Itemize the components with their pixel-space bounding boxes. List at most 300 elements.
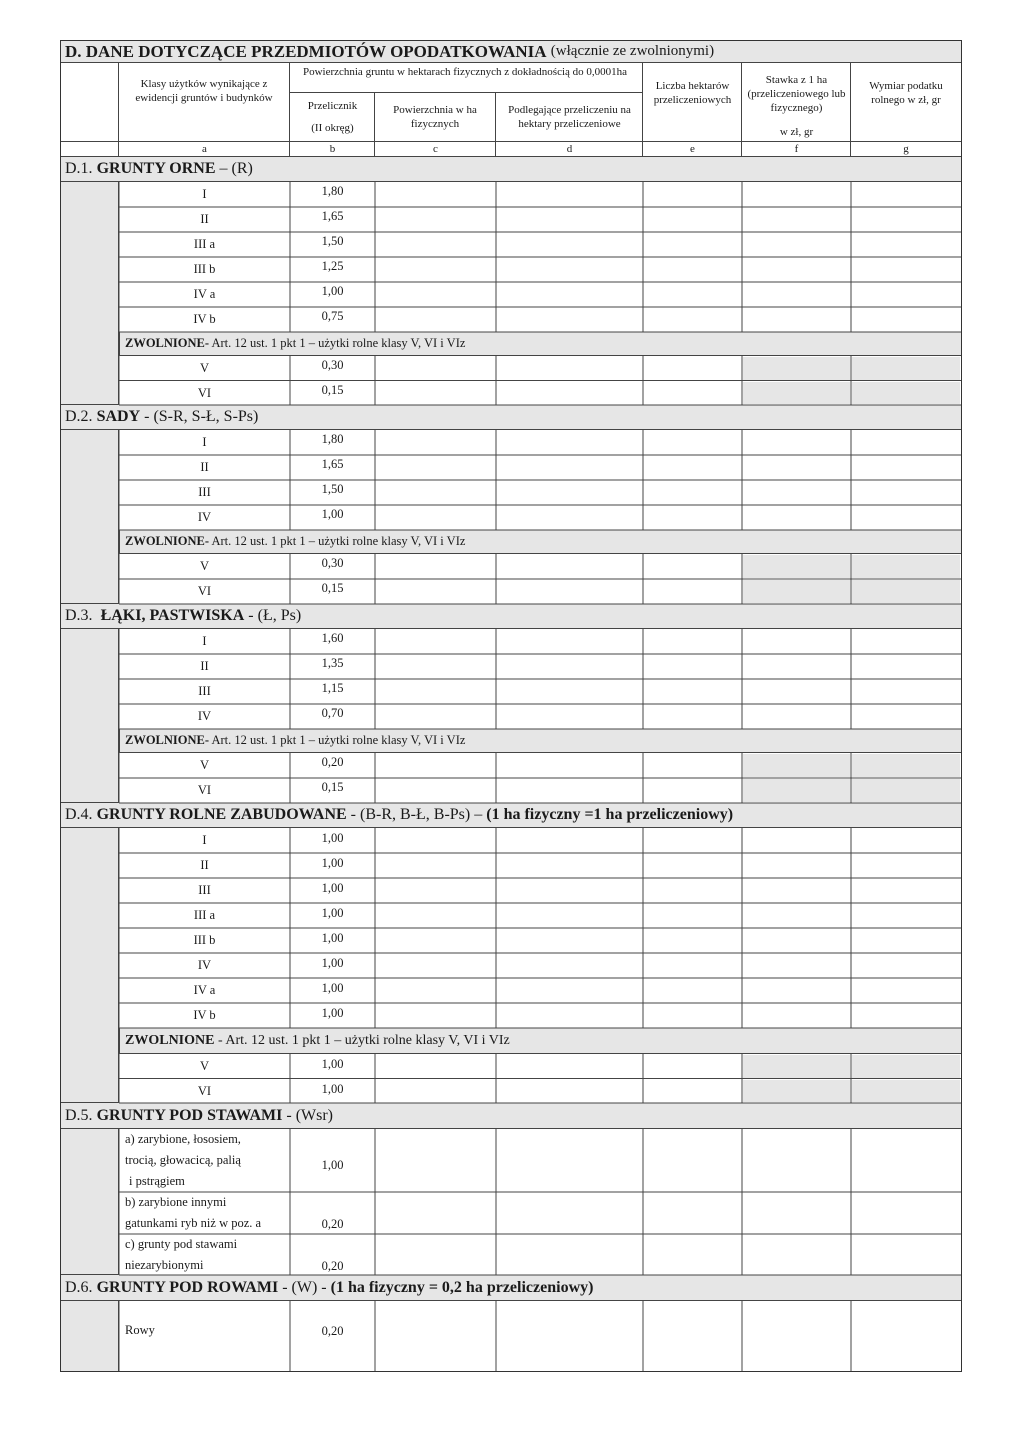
entry-cell-d[interactable]	[497, 1193, 642, 1233]
entry-cell-c[interactable]	[376, 1080, 495, 1103]
d6-row-label: Rowy	[125, 1323, 155, 1337]
d5-row-c-factor: 0,20	[321, 1259, 344, 1273]
section-d4-header	[61, 803, 961, 828]
header-col-b	[290, 93, 375, 142]
d1-row-label: IV a	[193, 287, 216, 301]
entry-cell-f[interactable]	[743, 506, 850, 529]
header-blank-cell	[61, 63, 119, 142]
entry-cell-f[interactable]	[743, 233, 850, 256]
entry-cell-c[interactable]	[376, 233, 495, 256]
entry-cell-c[interactable]	[376, 904, 495, 927]
entry-cell-e[interactable]	[644, 283, 741, 306]
entry-cell-f	[743, 580, 850, 603]
d2-row-factor: 1,80	[321, 432, 344, 446]
entry-cell-c[interactable]	[376, 506, 495, 529]
header-col-g	[851, 63, 961, 142]
entry-cell-e[interactable]	[644, 655, 741, 678]
entry-cell-f[interactable]	[743, 208, 850, 231]
letter-f: f	[794, 143, 799, 155]
entry-cell-g[interactable]	[852, 680, 960, 703]
entry-cell-c[interactable]	[376, 456, 495, 479]
entry-cell-d[interactable]	[497, 258, 642, 281]
d3-row-factor: 0,70	[321, 706, 344, 720]
entry-cell-c[interactable]	[376, 879, 495, 902]
entry-cell-d[interactable]	[497, 431, 642, 454]
section-d4-name: GRUNTY ROLNE ZABUDOWANE	[96, 806, 347, 823]
entry-cell-e[interactable]	[644, 680, 741, 703]
section-d4-note: (1 ha fizyczny =1 ha przeliczeniowy)	[486, 806, 734, 823]
d1-exempt-title: ZWOLNIONE-	[125, 336, 210, 350]
section-d1-num: D.1.	[65, 160, 93, 177]
entry-cell-f[interactable]	[743, 630, 850, 653]
d5-row-c-line1: c) grunty pod stawami	[125, 1237, 238, 1251]
d5-row-c-line2: niezarybionymi	[125, 1258, 204, 1272]
d2-exempt-row-label: V	[199, 559, 210, 573]
d1-row-label: IV b	[193, 312, 216, 326]
section-d2-margin	[61, 430, 119, 604]
header-col-c	[375, 93, 496, 142]
d4-exempt-row-label: VI	[197, 1084, 212, 1098]
entry-cell-g	[852, 779, 960, 802]
entry-cell-f[interactable]	[743, 481, 850, 504]
d4-exempt-title: ZWOLNIONE	[125, 1032, 215, 1048]
entry-cell-d[interactable]	[497, 754, 642, 777]
entry-cell-d[interactable]	[497, 829, 642, 852]
entry-cell-g[interactable]	[852, 854, 960, 877]
entry-cell-d[interactable]	[497, 555, 642, 578]
d1-exempt-row-label: VI	[197, 386, 212, 400]
section-d1-exempt-bar	[119, 332, 961, 356]
letter-g: g	[903, 143, 909, 155]
entry-cell-e[interactable]	[644, 208, 741, 231]
entry-cell-e[interactable]	[644, 754, 741, 777]
d2-row-label: I	[202, 435, 207, 449]
header-col-e	[643, 63, 742, 142]
d4-row-factor: 1,00	[321, 981, 344, 995]
entry-cell-g[interactable]	[852, 1235, 960, 1274]
entry-cell-e[interactable]	[644, 829, 741, 852]
header-col-f-unit: w zł, gr	[779, 126, 814, 138]
entry-cell-e[interactable]	[644, 979, 741, 1002]
entry-cell-e[interactable]	[644, 1055, 741, 1078]
entry-cell-g[interactable]	[852, 829, 960, 852]
entry-cell-d[interactable]	[497, 283, 642, 306]
entry-cell-f	[743, 779, 850, 802]
section-d4-num: D.4.	[65, 806, 93, 823]
entry-cell-d[interactable]	[497, 580, 642, 603]
entry-cell-c[interactable]	[376, 705, 495, 728]
entry-cell-c[interactable]	[376, 1235, 495, 1274]
letter-a: a	[202, 143, 207, 155]
entry-cell-f[interactable]	[743, 456, 850, 479]
entry-cell-d[interactable]	[497, 655, 642, 678]
entry-cell-g[interactable]	[852, 506, 960, 529]
section-d2-header	[61, 405, 961, 430]
entry-cell-c[interactable]	[376, 630, 495, 653]
entry-cell-e[interactable]	[644, 580, 741, 603]
d2-exempt-row-factor: 0,30	[321, 556, 344, 570]
entry-cell-e[interactable]	[644, 1193, 741, 1233]
entry-cell-d[interactable]	[497, 1302, 642, 1370]
section-d6-code: - (W) -	[282, 1278, 327, 1296]
entry-cell-c[interactable]	[376, 854, 495, 877]
entry-cell-e[interactable]	[644, 506, 741, 529]
entry-cell-e[interactable]	[644, 705, 741, 728]
d1-exempt-row-label: V	[199, 361, 210, 375]
entry-cell-g	[852, 555, 960, 578]
d1-row-factor: 1,80	[321, 184, 344, 198]
section-d1-margin	[61, 182, 119, 405]
header-col-f	[742, 63, 851, 142]
section-d4-margin	[61, 828, 119, 1103]
entry-cell-d[interactable]	[497, 854, 642, 877]
entry-cell-f[interactable]	[743, 431, 850, 454]
d5-row-a-line1: a) zarybione, łososiem,	[125, 1132, 241, 1146]
d1-exempt-text: Art. 12 ust. 1 pkt 1 – użytki rolne klasy V, VI i VIz	[209, 336, 466, 350]
entry-cell-c[interactable]	[376, 954, 495, 977]
d4-row-label: III a	[193, 908, 216, 922]
entry-cell-f[interactable]	[743, 1235, 850, 1274]
d2-exempt-title: ZWOLNIONE-	[125, 534, 210, 548]
entry-cell-e[interactable]	[644, 879, 741, 902]
entry-cell-c[interactable]	[376, 580, 495, 603]
d3-exempt-text: Art. 12 ust. 1 pkt 1 – użytki rolne klasy V, VI i VIz	[209, 733, 466, 747]
entry-cell-g	[852, 754, 960, 777]
entry-cell-f[interactable]	[743, 705, 850, 728]
entry-cell-c[interactable]	[376, 779, 495, 802]
d3-exempt-row-label: VI	[197, 783, 212, 797]
d1-row-factor: 1,25	[321, 259, 344, 273]
d4-row-factor: 1,00	[321, 881, 344, 895]
entry-cell-g[interactable]	[852, 979, 960, 1002]
entry-cell-g[interactable]	[852, 456, 960, 479]
entry-cell-g	[852, 580, 960, 603]
section-title-suffix: (włącznie ze zwolnionymi)	[550, 43, 715, 59]
tax-form-section-d	[60, 40, 962, 1372]
entry-cell-e[interactable]	[644, 431, 741, 454]
entry-cell-f[interactable]	[743, 258, 850, 281]
entry-cell-c[interactable]	[376, 308, 495, 331]
d4-row-factor: 1,00	[321, 956, 344, 970]
entry-cell-d[interactable]	[497, 357, 642, 380]
entry-cell-e[interactable]	[644, 258, 741, 281]
d3-row-label: II	[200, 659, 209, 673]
header-col-f-text: Stawka z 1 ha (przeliczeniowego lub fizycznego)	[747, 74, 846, 114]
entry-cell-g[interactable]	[852, 630, 960, 653]
header-col-g-text: Wymiar podatku rolnego w zł, gr	[869, 80, 943, 106]
entry-cell-e[interactable]	[644, 954, 741, 977]
entry-cell-c[interactable]	[376, 929, 495, 952]
entry-cell-g	[852, 357, 960, 380]
entry-cell-f[interactable]	[743, 904, 850, 927]
d4-row-factor: 1,00	[321, 906, 344, 920]
entry-cell-e[interactable]	[644, 233, 741, 256]
entry-cell-f[interactable]	[743, 854, 850, 877]
d4-row-label: I	[202, 833, 207, 847]
entry-cell-c[interactable]	[376, 555, 495, 578]
section-d2-exempt-bar	[119, 530, 961, 554]
d1-row-label: III a	[193, 237, 216, 251]
entry-cell-d[interactable]	[497, 308, 642, 331]
entry-cell-g[interactable]	[852, 431, 960, 454]
entry-cell-d[interactable]	[497, 929, 642, 952]
entry-cell-c[interactable]	[376, 1004, 495, 1027]
entry-cell-e[interactable]	[644, 904, 741, 927]
d5-row-a-line2: trocią, głowacicą, palią	[125, 1153, 241, 1167]
section-d5-code: - (Wsr)	[286, 1106, 333, 1124]
entry-cell-f	[743, 1080, 850, 1103]
header-col-e-text: Liczba hektarów przeliczeniowych	[653, 80, 732, 106]
entry-cell-g[interactable]	[852, 929, 960, 952]
entry-cell-g[interactable]	[852, 1193, 960, 1233]
section-title-bar	[61, 41, 961, 63]
section-d1-header	[61, 157, 961, 182]
section-d1-code: – (R)	[219, 160, 253, 177]
entry-cell-d[interactable]	[497, 183, 642, 206]
d4-row-label: IV	[197, 958, 212, 972]
d2-exempt-text: Art. 12 ust. 1 pkt 1 – użytki rolne klasy V, VI i VIz	[209, 534, 466, 548]
entry-cell-d[interactable]	[497, 1235, 642, 1274]
entry-cell-c[interactable]	[376, 979, 495, 1002]
d5-row-b-line2: gatunkami ryb niż w poz. a	[125, 1216, 262, 1230]
entry-cell-e[interactable]	[644, 183, 741, 206]
d2-row-label: III	[198, 485, 211, 499]
entry-cell-c[interactable]	[376, 283, 495, 306]
entry-cell-g[interactable]	[852, 233, 960, 256]
entry-cell-e[interactable]	[644, 481, 741, 504]
entry-cell-e[interactable]	[644, 630, 741, 653]
entry-cell-c[interactable]	[376, 754, 495, 777]
section-d6-note: (1 ha fizyczny = 0,2 ha przeliczeniowy)	[330, 1278, 594, 1296]
d4-exempt-row-factor: 1,00	[321, 1057, 344, 1071]
entry-cell-c[interactable]	[376, 357, 495, 380]
section-d2-name: SADY	[96, 408, 141, 425]
entry-cell-f[interactable]	[743, 1193, 850, 1233]
entry-cell-g[interactable]	[852, 1004, 960, 1027]
entry-cell-c[interactable]	[376, 1055, 495, 1078]
entry-cell-g[interactable]	[852, 258, 960, 281]
entry-cell-c[interactable]	[376, 680, 495, 703]
entry-cell-d[interactable]	[497, 382, 642, 405]
d2-row-label: IV	[197, 510, 212, 524]
d2-exempt-row-factor: 0,15	[321, 581, 344, 595]
entry-cell-g[interactable]	[852, 208, 960, 231]
entry-cell-f[interactable]	[743, 308, 850, 331]
letter-b-cell	[290, 142, 375, 157]
d4-row-factor: 1,00	[321, 831, 344, 845]
d3-exempt-row-factor: 0,15	[321, 780, 344, 794]
entry-cell-c[interactable]	[376, 183, 495, 206]
d1-exempt-row-factor: 0,30	[321, 358, 344, 372]
entry-cell-e[interactable]	[644, 1302, 741, 1370]
header-col-b-line2: (II okręg)	[311, 122, 354, 134]
section-d6-header	[61, 1275, 961, 1301]
d1-row-label: I	[202, 187, 207, 201]
d3-row-factor: 1,60	[321, 631, 344, 645]
entry-cell-d[interactable]	[497, 705, 642, 728]
d1-row-factor: 0,75	[321, 309, 344, 323]
entry-cell-d[interactable]	[497, 481, 642, 504]
header-col-d	[496, 93, 643, 142]
entry-cell-c[interactable]	[376, 481, 495, 504]
entry-cell-f[interactable]	[743, 929, 850, 952]
entry-cell-g[interactable]	[852, 1130, 960, 1191]
entry-cell-c[interactable]	[376, 1302, 495, 1370]
entry-cell-e[interactable]	[644, 1235, 741, 1274]
section-d3-code: - (Ł, Ps)	[248, 607, 302, 624]
d2-row-label: II	[200, 460, 209, 474]
entry-cell-d[interactable]	[497, 954, 642, 977]
d1-row-factor: 1,65	[321, 209, 344, 223]
entry-cell-f[interactable]	[743, 655, 850, 678]
letter-a-cell	[119, 142, 290, 157]
entry-cell-g[interactable]	[852, 1302, 960, 1370]
section-d5-name: GRUNTY POD STAWAMI	[96, 1106, 283, 1124]
section-d3-exempt-bar	[119, 729, 961, 753]
entry-cell-f[interactable]	[743, 1302, 850, 1370]
section-title: D. DANE DOTYCZĄCE PRZEDMIOTÓW OPODATKOWANIA	[65, 41, 547, 61]
entry-cell-e[interactable]	[644, 555, 741, 578]
section-d5-num: D.5.	[65, 1106, 93, 1124]
entry-cell-d[interactable]	[497, 1055, 642, 1078]
section-d6-margin	[61, 1301, 119, 1371]
entry-cell-g	[852, 1055, 960, 1078]
entry-cell-d[interactable]	[497, 979, 642, 1002]
entry-cell-e[interactable]	[644, 456, 741, 479]
header-col-a-text: Klasy użytków wynikające z ewidencji gruntów i budynków	[135, 78, 273, 104]
entry-cell-e[interactable]	[644, 929, 741, 952]
entry-cell-d[interactable]	[497, 233, 642, 256]
d4-row-label: IV b	[193, 1008, 216, 1022]
d3-row-label: I	[202, 634, 207, 648]
section-d3-num: D.3.	[65, 607, 93, 624]
entry-cell-g[interactable]	[852, 904, 960, 927]
entry-cell-d[interactable]	[497, 630, 642, 653]
entry-cell-g	[852, 1080, 960, 1103]
d1-exempt-row-factor: 0,15	[321, 383, 344, 397]
entry-cell-d[interactable]	[497, 208, 642, 231]
entry-cell-f	[743, 382, 850, 405]
entry-cell-e[interactable]	[644, 1080, 741, 1103]
entry-cell-d[interactable]	[497, 1130, 642, 1191]
letter-f-cell	[742, 142, 851, 157]
letter-g-cell	[851, 142, 961, 157]
d1-row-label: III b	[193, 262, 216, 276]
section-d3-header	[61, 604, 961, 629]
entry-cell-g[interactable]	[852, 481, 960, 504]
letter-c: c	[433, 143, 438, 155]
entry-cell-f[interactable]	[743, 1130, 850, 1191]
header-group-bcd	[290, 63, 643, 93]
entry-cell-d[interactable]	[497, 779, 642, 802]
d3-exempt-row-label: V	[199, 758, 210, 772]
entry-cell-d[interactable]	[497, 506, 642, 529]
entry-cell-g	[852, 382, 960, 405]
entry-cell-f[interactable]	[743, 183, 850, 206]
section-d3-name: ŁĄKI, PASTWISKA	[100, 607, 245, 624]
entry-cell-f[interactable]	[743, 680, 850, 703]
entry-cell-g[interactable]	[852, 308, 960, 331]
entry-cell-f	[743, 754, 850, 777]
d5-row-b-line1: b) zarybione innymi	[125, 1195, 227, 1209]
entry-cell-c[interactable]	[376, 829, 495, 852]
d4-row-label: II	[200, 858, 209, 872]
entry-cell-g[interactable]	[852, 183, 960, 206]
entry-cell-g[interactable]	[852, 283, 960, 306]
header-col-b-line1: Przelicznik	[307, 100, 358, 112]
section-d3-margin	[61, 629, 119, 803]
entry-cell-f[interactable]	[743, 979, 850, 1002]
entry-cell-d[interactable]	[497, 680, 642, 703]
entry-cell-e[interactable]	[644, 1130, 741, 1191]
entry-cell-c[interactable]	[376, 208, 495, 231]
d4-row-factor: 1,00	[321, 856, 344, 870]
entry-cell-e[interactable]	[644, 357, 741, 380]
entry-cell-c[interactable]	[376, 382, 495, 405]
letter-d: d	[566, 143, 573, 155]
letter-e: e	[690, 143, 695, 155]
entry-cell-g[interactable]	[852, 705, 960, 728]
d4-row-factor: 1,00	[321, 1006, 344, 1020]
entry-cell-c[interactable]	[376, 1193, 495, 1233]
d4-row-label: III b	[193, 933, 216, 947]
entry-cell-g[interactable]	[852, 655, 960, 678]
d3-row-label: III	[198, 684, 211, 698]
d2-exempt-row-label: VI	[197, 584, 212, 598]
entry-cell-c[interactable]	[376, 1130, 495, 1191]
header-col-c-text: Powierzchnia w ha fizycznych	[393, 104, 477, 130]
entry-cell-g[interactable]	[852, 879, 960, 902]
entry-cell-d[interactable]	[497, 1080, 642, 1103]
entry-cell-c[interactable]	[376, 431, 495, 454]
entry-cell-d[interactable]	[497, 456, 642, 479]
header-col-a	[119, 63, 290, 142]
d2-row-factor: 1,65	[321, 457, 344, 471]
header-group-bcd-text: Powierzchnia gruntu w hektarach fizycznych z dokładnością do 0,0001ha	[302, 66, 628, 78]
entry-cell-c[interactable]	[376, 258, 495, 281]
entry-cell-d[interactable]	[497, 904, 642, 927]
d4-exempt-row-factor: 1,00	[321, 1082, 344, 1096]
entry-cell-f[interactable]	[743, 829, 850, 852]
entry-cell-e[interactable]	[644, 382, 741, 405]
entry-cell-f[interactable]	[743, 879, 850, 902]
d1-row-factor: 1,00	[321, 284, 344, 298]
entry-cell-d[interactable]	[497, 1004, 642, 1027]
letter-b: b	[329, 143, 336, 155]
section-d1-name: GRUNTY ORNE	[96, 160, 216, 177]
section-d4-code: - (B-R, B-Ł, B-Ps) –	[350, 806, 483, 823]
entry-cell-f[interactable]	[743, 1004, 850, 1027]
entry-cell-e[interactable]	[644, 308, 741, 331]
entry-cell-f[interactable]	[743, 954, 850, 977]
entry-cell-c[interactable]	[376, 655, 495, 678]
d1-row-label: II	[200, 212, 209, 226]
entry-cell-g[interactable]	[852, 954, 960, 977]
d4-row-label: III	[198, 883, 211, 897]
section-d4-exempt-bar	[119, 1028, 961, 1054]
d3-row-factor: 1,15	[321, 681, 344, 695]
d4-exempt-row-label: V	[199, 1059, 210, 1073]
section-d6-num: D.6.	[65, 1278, 93, 1296]
section-d6-name: GRUNTY POD ROWAMI	[96, 1278, 279, 1296]
entry-cell-f	[743, 357, 850, 380]
entry-cell-e[interactable]	[644, 1004, 741, 1027]
entry-cell-d[interactable]	[497, 879, 642, 902]
entry-cell-f[interactable]	[743, 283, 850, 306]
d3-exempt-title: ZWOLNIONE-	[125, 733, 210, 747]
entry-cell-e[interactable]	[644, 779, 741, 802]
entry-cell-e[interactable]	[644, 854, 741, 877]
